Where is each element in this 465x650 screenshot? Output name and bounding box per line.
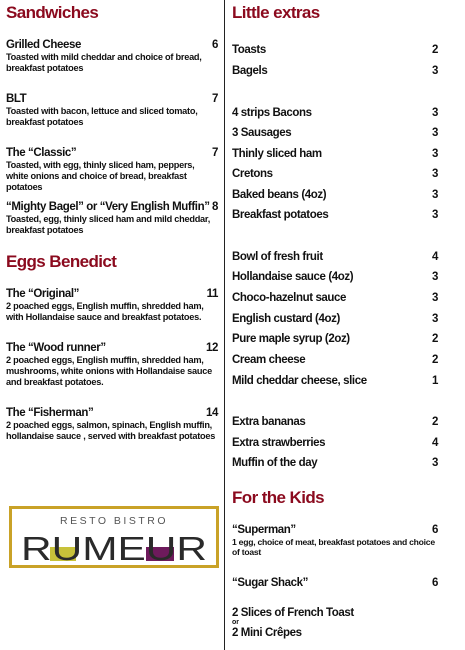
extra-price: 3: [432, 271, 438, 283]
extra-price: 3: [432, 65, 438, 77]
extra-price: 3: [432, 292, 438, 304]
item-price: 14: [206, 407, 218, 419]
extra-price: 3: [432, 457, 438, 469]
extra-item: [232, 189, 438, 201]
extra-price: 2: [432, 416, 438, 428]
extra-price: 2: [432, 44, 438, 56]
item-name: The “Wood runner”: [6, 342, 106, 354]
menu-item: [6, 201, 218, 236]
extra-name: English custard (4oz): [232, 313, 340, 325]
extra-name: Extra bananas: [232, 416, 306, 428]
item-description: Toasted, with egg, thinly sliced ham, peppers, white onions and choice of bread, breakfast potatoes: [6, 160, 195, 192]
item-price: 6: [212, 39, 218, 51]
kids-option-or: or: [232, 619, 239, 626]
extra-price: 3: [432, 313, 438, 325]
extra-price: 3: [432, 209, 438, 221]
kids-item-sugar-shack: [232, 577, 438, 589]
extra-item: [232, 333, 438, 345]
extra-price: 4: [432, 437, 438, 449]
kids-options: [232, 607, 438, 639]
item-name: BLT: [6, 93, 27, 105]
logo-subtitle: RESTO BISTRO: [60, 515, 168, 527]
extra-item: [232, 292, 438, 304]
item-description: Toasted with mild cheddar and choice of bread, breakfast potatoes: [6, 52, 202, 73]
item-name: Grilled Cheese: [6, 39, 81, 51]
extra-price: 2: [432, 333, 438, 345]
kids-option-mini-crepes: 2 Mini Crêpes: [232, 627, 302, 639]
item-name: The “Fisherman”: [6, 407, 94, 419]
extra-name: 3 Sausages: [232, 127, 292, 139]
extra-name: Hollandaise sauce (4oz): [232, 271, 354, 283]
item-price: 7: [212, 93, 218, 105]
extra-item: [232, 44, 438, 56]
extra-name: Extra strawberries: [232, 437, 326, 449]
extra-name: Cretons: [232, 168, 273, 180]
menu-item: [6, 93, 218, 128]
extra-name: Baked beans (4oz): [232, 189, 327, 201]
item-name: “Superman”: [232, 524, 296, 536]
menu-item: [6, 342, 218, 388]
extra-item: [232, 313, 438, 325]
item-description: 2 poached eggs, English muffin, shredded ham, mushrooms, white onions with Hollandaise sauce and breakfast potatoes.: [6, 355, 212, 387]
little-extras-title: Little extras: [232, 3, 320, 22]
extra-name: Choco-hazelnut sauce: [232, 292, 347, 304]
item-price: 11: [206, 288, 218, 300]
extra-item: [232, 354, 438, 366]
extra-item: [232, 107, 438, 119]
item-description: 2 poached eggs, salmon, spinach, English muffin, hollandaise sauce , served with breakfast potatoes: [6, 420, 216, 441]
sandwiches-title: Sandwiches: [6, 3, 99, 22]
extra-name: Breakfast potatoes: [232, 209, 329, 221]
item-name: The “Classic”: [6, 147, 77, 159]
extra-item: [232, 148, 438, 160]
extra-name: Toasts: [232, 44, 266, 56]
extra-item: [232, 209, 438, 221]
extra-item: [232, 65, 438, 77]
item-name: The “Original”: [6, 288, 79, 300]
column-divider: [224, 0, 225, 650]
extra-price: 3: [432, 148, 438, 160]
item-name: “Mighty Bagel” or “Very English Muffin”: [6, 201, 210, 213]
extra-price: 3: [432, 189, 438, 201]
extra-item: [232, 168, 438, 180]
menu-item: [6, 147, 218, 193]
item-price: 8: [212, 201, 218, 213]
kids-item-superman: [232, 524, 438, 557]
menu-item: [6, 288, 218, 323]
extra-price: 3: [432, 107, 438, 119]
item-description: 2 poached eggs, English muffin, shredded ham, with Hollandaise sauce and breakfast potatoes.: [6, 301, 204, 322]
extra-name: Bagels: [232, 65, 268, 77]
extra-price: 2: [432, 354, 438, 366]
extra-name: Mild cheddar cheese, slice: [232, 375, 367, 387]
extra-price: 3: [432, 127, 438, 139]
extra-name: Thinly sliced ham: [232, 148, 322, 160]
extra-item: [232, 375, 438, 387]
extra-item: [232, 251, 438, 263]
kids-option-french-toast: 2 Slices of French Toast: [232, 607, 354, 619]
extra-name: Muffin of the day: [232, 457, 318, 469]
for-the-kids-title: For the Kids: [232, 488, 324, 507]
item-price: 6: [432, 524, 438, 536]
extra-item: [232, 437, 438, 449]
menu-item: [6, 407, 218, 442]
item-description: Toasted with bacon, lettuce and sliced tomato, breakfast potatoes: [6, 106, 198, 127]
item-name: “Sugar Shack”: [232, 577, 308, 589]
rumeur-logo: [9, 506, 219, 568]
logo-word: RUMEUR: [21, 530, 207, 563]
extra-name: Bowl of fresh fruit: [232, 251, 323, 263]
logo-wordmark: [18, 529, 210, 563]
extra-item: [232, 457, 438, 469]
extra-price: 4: [432, 251, 438, 263]
extra-item: [232, 271, 438, 283]
extra-name: Cream cheese: [232, 354, 306, 366]
extra-name: 4 strips Bacons: [232, 107, 312, 119]
extra-item: [232, 416, 438, 428]
menu-item: [6, 39, 218, 74]
extra-price: 1: [432, 375, 438, 387]
extra-name: Pure maple syrup (2oz): [232, 333, 350, 345]
item-price: 12: [206, 342, 218, 354]
item-price: 7: [212, 147, 218, 159]
eggs-benedict-title: Eggs Benedict: [6, 252, 117, 271]
item-description: 1 egg, choice of meat, breakfast potatoes and choice of toast: [232, 537, 435, 557]
extra-price: 3: [432, 168, 438, 180]
extra-item: [232, 127, 438, 139]
item-price: 6: [432, 577, 438, 589]
item-description: Toasted, egg, thinly sliced ham and mild cheddar, breakfast potatoes: [6, 214, 211, 235]
